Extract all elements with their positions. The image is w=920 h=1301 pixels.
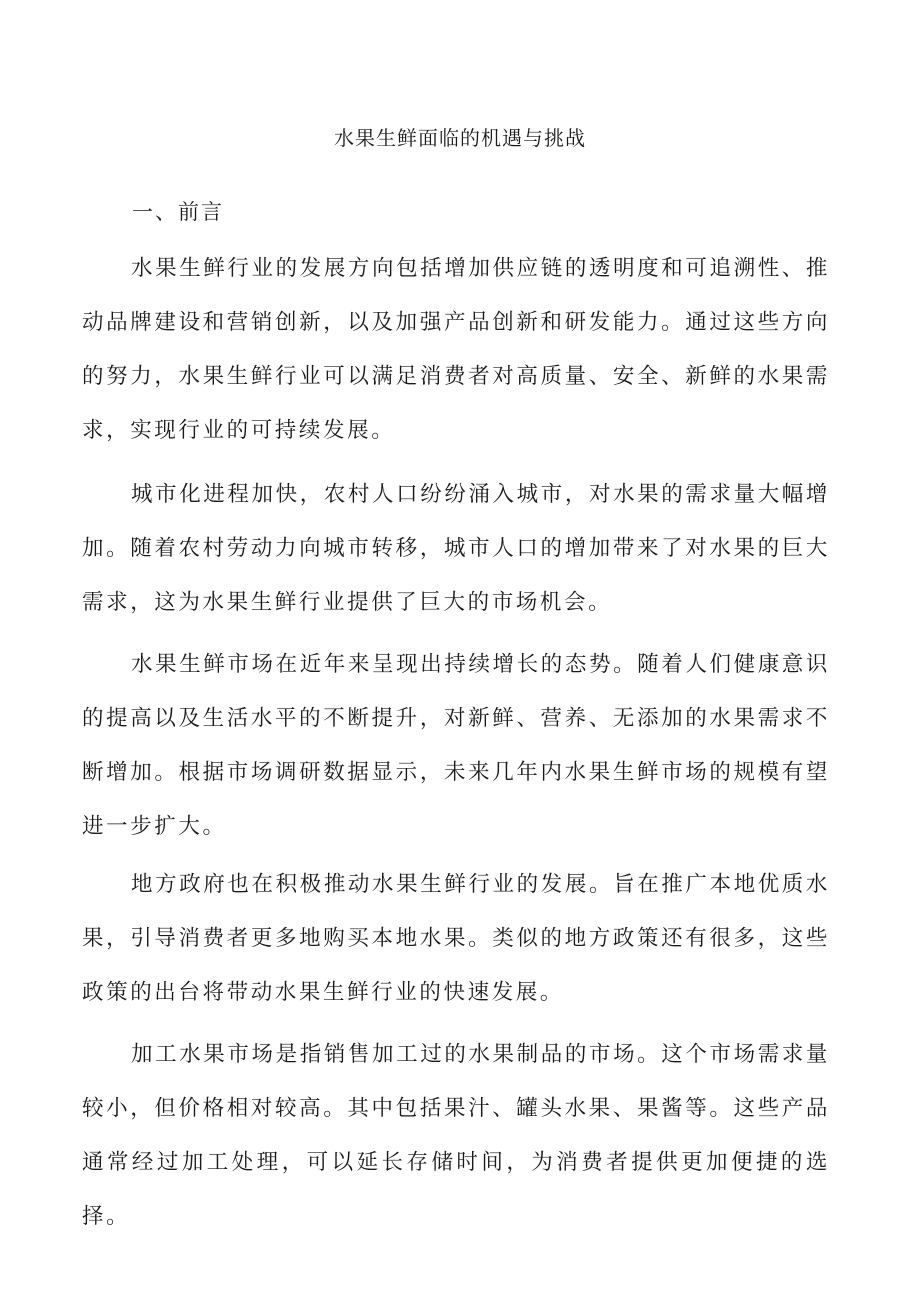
paragraph: 地方政府也在积极推动水果生鲜行业的发展。旨在推广本地优质水果，引导消费者更多地购买本地水果。类似的地方政策还有很多，这些政策的出台将带动水果生鲜行业的快速发展。 <box>82 872 830 1005</box>
paragraph: 水果生鲜行业的发展方向包括增加供应链的透明度和可追溯性、推动品牌建设和营销创新，以及加强产品创新和研发能力。通过这些方向的努力，水果生鲜行业可以满足消费者对高质量、安全、新鲜的水果需求，实现行业的可持续发展。 <box>82 256 830 443</box>
document-title: 水果生鲜面临的机遇与挑战 <box>334 126 586 150</box>
paragraph: 加工水果市场是指销售加工过的水果制品的市场。这个市场需求量较小，但价格相对较高。其中包括果汁、罐头水果、果酱等。这些产品通常经过加工处理，可以延长存储时间，为消费者提供更加便捷的选择。 <box>82 1042 830 1229</box>
paragraph: 城市化进程加快，农村人口纷纷涌入城市，对水果的需求量大幅增加。随着农村劳动力向城市转移，城市人口的增加带来了对水果的巨大需求，这为水果生鲜行业提供了巨大的市场机会。 <box>82 482 830 615</box>
section-heading: 一、前言 <box>132 200 224 224</box>
paragraph: 水果生鲜市场在近年来呈现出持续增长的态势。随着人们健康意识的提高以及生活水平的不断提升，对新鲜、营养、无添加的水果需求不断增加。根据市场调研数据显示，未来几年内水果生鲜市场的规模有望进一步扩大。 <box>82 652 830 839</box>
